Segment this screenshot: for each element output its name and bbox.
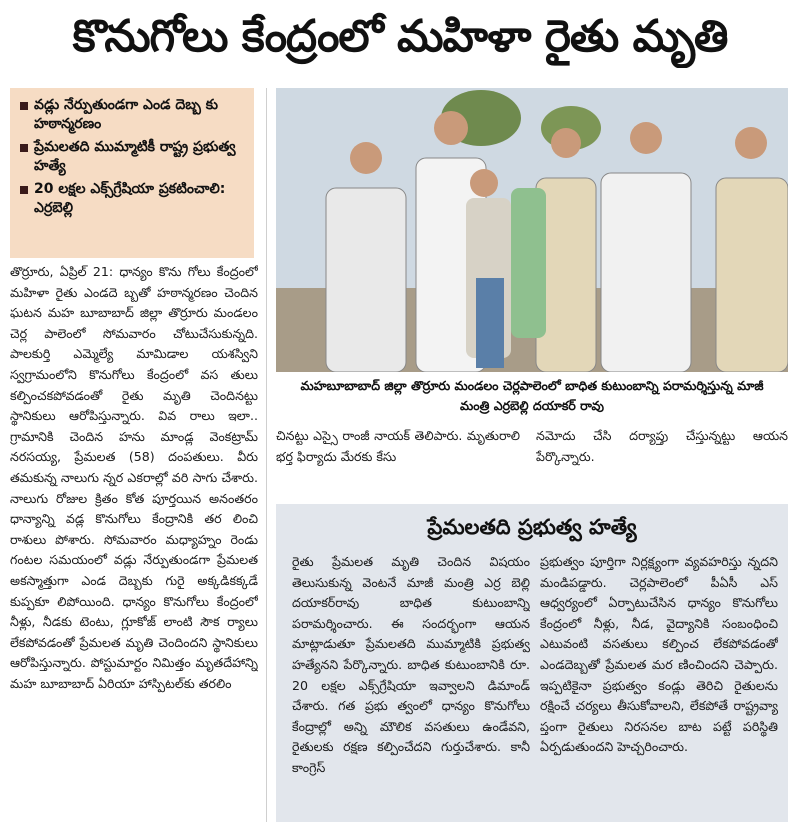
sub-article-column-1	[292, 552, 530, 814]
paragraph-text: నమోదు చేసి దర్యాప్తు చేస్తున్నట్టు ఆయన పేర్కొన్నారు.	[536, 428, 788, 464]
article-column-2a	[276, 426, 520, 496]
highlights-box	[10, 88, 254, 258]
news-photo	[276, 88, 788, 372]
column-divider	[266, 88, 267, 822]
highlights-list	[18, 96, 246, 218]
paragraph-text: ప్రభుత్వం పూర్తిగా నిర్లక్ష్యంగా వ్యవహరిస్తు న్నదని మండిపడ్డారు. చెర్లపాలెంలో పీఏసీ ఎస్ ఆధ్వర్యంలో ఏర్పాటుచేసిన ధాన్యం కొనుగోలు కేంద్రంలో నీళ్లు, నీడ, వైద్యానికి సంబంధించి ఎటువంటి వసతులు కల్పించ లేకపోవడంతో ఎండదెబ్బతో ప్రేమలత మర ణించిందని చెప్పారు. ఇప్పటికైనా ప్రభుత్వం కండ్లు తెరిచి రైతులను రక్షించే చర్యలు తీసుకోవాలని, లేకపోతే రాష్ట్రవ్యా ప్తంగా రైతులు నిరసనల బాట పట్టే పరిస్థితి ఏర్పడుతుందని హెచ్చరించారు.	[540, 554, 778, 755]
sub-headline: ప్రేమలతది ప్రభుత్వ హత్యే	[427, 515, 637, 539]
sub-article-column-2	[540, 552, 778, 814]
sub-article-box	[276, 504, 788, 822]
highlight-item: వడ్లు నేర్పుతుండగా ఎండ దెబ్బ కు హఠాన్మరణం	[18, 96, 246, 134]
highlight-item: ప్రేమలతది ముమ్మాటికీ రాష్ట్ర ప్రభుత్వ హత్యే	[18, 138, 246, 176]
paragraph-text: రైతు ప్రేమలత మృతి చెందిన విషయం తెలుసుకున్న వెంటనే మాజీ మంత్రి ఎర్ర బెల్లి దయాకర్‌రావు బాధిత కుటుంబాన్ని పరామర్శించారు. ఈ సందర్భంగా ఆయన మాట్లాడుతూ ప్రేమలతది ముమ్మాటికి ప్రభుత్వ హత్యేనని పేర్కొన్నారు. బాధిత కుటుంబానికి రూ. 20 లక్షల ఎక్స్‌గ్రేషియా ఇవ్వాలని డిమాండ్ చేశారు. గత ప్రభు త్వంలో ధాన్యం కొనుగోలు కేంద్రాల్లో అన్ని మౌలిక వసతులు ఉండేవని, రైతులకు రక్షణ కల్పించేదని గుర్తుచేశారు. కానీ కాంగ్రెస్	[292, 554, 530, 775]
article-column-1	[10, 262, 258, 822]
highlight-item: 20 లక్షల ఎక్స్‌గ్రేషియా ప్రకటించాలి: ఎర్రబెల్లి	[18, 180, 246, 218]
photo-caption: మహబూబాబాద్ జిల్లా తొర్రూరు మండలం చెర్లపాలెంలో బాధిత కుటుంబాన్ని పరామర్శిస్తున్న మాజీ మంత్రి ఎర్రబెల్లి దయాకర్ రావు	[300, 378, 764, 413]
headline: కొనుగోలు కేంద్రంలో మహిళా రైతు మృతి	[72, 11, 728, 62]
paragraph-text: చినట్టు ఎస్సై రాంజీ నాయక్ తెలిపారు. మృతురాలి భర్త ఫిర్యాదు మేరకు కేసు	[276, 428, 520, 464]
paragraph-text: తొర్రూరు, ఏప్రిల్ 21: ధాన్యం కొను గోలు కేంద్రంలో మహిళా రైతు ఎండదె బ్బతో హఠాన్మరణం చెందిన ఘటన మహ బూబాబాద్ జిల్లా తొర్రూరు మండలం చెర్ల పాలెంలో సోమవారం చోటుచేసుకున్నది. పాలకుర్తి ఎమ్మెల్యే మామిడాల యశస్విని స్వగ్రామంలోని కొనుగోలు కేంద్రంలో వస తులు కల్పించకపోవడంతో రైతు మృతి చెందినట్టు స్థానికులు ఆరోపిస్తున్నారు. వివ రాలు ఇలా.. గ్రామానికి చెందిన హను మాండ్ల వెంకట్రామ్ నరసయ్య, ప్రేమలత (58) దంపతులు. వీరు తమకున్న నాలుగు న్నర ఎకరాల్లో వరి సాగు చేశారు. నాలుగు రోజుల క్రితం కోత పూర్తయిన అనంతరం ధాన్యాన్ని వడ్ల కొనుగోలు కేంద్రానికి తర లించి రాశులు పోశారు. సోమవారం మధ్యాహ్నం రెండు గంటల సమయంలో వడ్లు నేర్పుతుండగా ప్రేమలత అకస్మాత్తుగా ఎండ దెబ్బకు గురై అక్కడికక్కడే కుప్పకూ లిపోయింది. ధాన్యం కొనుగోలు కేంద్రంలో నీళ్లు, నీడకు టెంటు, గ్లూకోజ్ లాంటి సౌక ర్యాలు లేకపోవడంతో ప్రేమలత మృతి చెందిందని స్థానికులు ఆరోపిస్తున్నారు. పోస్టుమార్టం నిమిత్తం మృతదేహాన్ని మహ బూబాబాద్ ఏరియా హాస్పిటల్‌కు తరలిం	[10, 264, 258, 691]
article-column-2b	[536, 426, 788, 496]
